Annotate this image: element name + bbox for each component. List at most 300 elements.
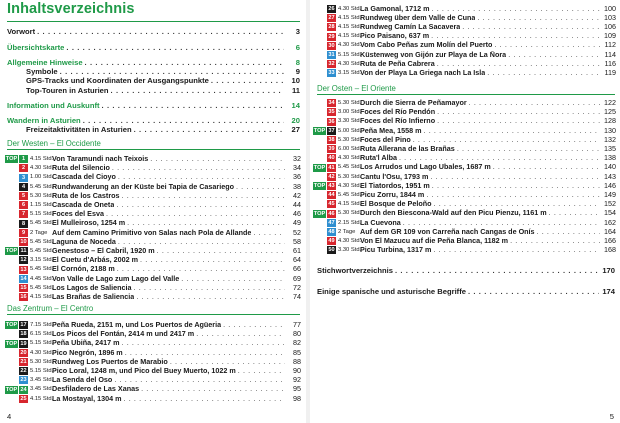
tour-row (5, 367, 301, 376)
page-number-left: 4 (7, 412, 12, 421)
tour-page: 44 (293, 200, 301, 209)
tour-duration: 4.15 Std. (338, 33, 362, 40)
tour-number: 46 (328, 210, 335, 217)
tour-row (313, 219, 616, 228)
tour-page: 149 (604, 190, 616, 199)
tour-number: 2 (19, 164, 28, 172)
tour-number: 42 (328, 173, 335, 180)
tour-page: 52 (293, 227, 301, 237)
tour-row (313, 182, 616, 191)
tour-page: 132 (604, 134, 616, 144)
tour-duration: 3.30 Std. (338, 118, 362, 125)
leader-dots (117, 265, 285, 274)
tour-name: Küstenweg von Gijón zur Playa de La Ñora (360, 50, 507, 59)
tour-name: Von Taramundi nach Teixois (52, 155, 149, 163)
leader-dots (116, 201, 285, 210)
tour-row (5, 275, 301, 284)
tour-duration: 2 Tage (30, 229, 48, 236)
section-rule-west (7, 149, 300, 150)
leader-dots (141, 385, 285, 394)
tour-page: 100 (604, 4, 616, 13)
tour-page: 125 (604, 107, 616, 117)
tour-number: 15 (20, 285, 27, 292)
leader-dots (457, 145, 600, 154)
tour-duration: 5.45 Std. (30, 284, 54, 291)
tour-name: El Cornón, 2188 m (52, 265, 115, 274)
tour-name: Vom Cabo Peñas zum Molín del Puerto (360, 41, 493, 50)
tour-name: Laguna de Noceda (52, 237, 116, 246)
tour-number: 18 (20, 331, 27, 338)
tour-row (313, 246, 616, 255)
tour-page: 112 (604, 40, 616, 50)
tour-page: 64 (293, 255, 301, 265)
tour-number: 28 (328, 24, 335, 31)
tour-number: 14 (20, 275, 27, 282)
tour-row (313, 23, 616, 32)
toc-entry-label: Übersichtskarte (7, 43, 65, 53)
tour-page: 143 (604, 171, 616, 181)
tour-name: Desfiladero de Las Xanas (52, 385, 140, 394)
tour-name: Foces del Esva (52, 210, 104, 219)
tour-name: Los Picos del Fontán, 2414 m und 2417 m (52, 330, 195, 339)
tour-duration: 1.15 Std. (30, 202, 54, 208)
tour-duration: 6.00 Std. (338, 146, 362, 152)
leader-dots (395, 266, 599, 275)
tour-number: 35 (328, 109, 335, 116)
leader-dots (413, 136, 600, 145)
tour-duration: 3.45 Std. (30, 377, 54, 384)
tour-page: 36 (293, 172, 301, 182)
tour-number: 1 (19, 155, 28, 163)
tour-row (313, 209, 616, 218)
tour-duration: 4.15 Std. (338, 24, 362, 31)
tour-number: 13 (20, 266, 27, 273)
tour-page: 154 (604, 208, 616, 218)
tour-page: 49 (293, 218, 301, 228)
leader-dots (134, 284, 286, 293)
leader-dots (469, 99, 600, 108)
tour-name: Rundweg Camín La Sacavera (360, 23, 461, 32)
tour-name: Rundwanderung an der Küste bei Tapia de Casariego (52, 182, 234, 191)
tour-number: 5 (19, 192, 28, 200)
top-tour-badge: TOP (5, 248, 18, 255)
tour-duration: 4.30 Std. (338, 42, 362, 49)
tour-page: 74 (293, 292, 301, 301)
section-rule-east (317, 94, 615, 95)
tour-duration: 7.15 Std. (30, 322, 54, 328)
tour-duration: 5.45 Std. (338, 192, 362, 198)
tour-row (5, 330, 301, 339)
toc-entry (26, 76, 300, 85)
leader-dots (510, 237, 600, 246)
tour-name: Auf dem GR 109 von Carreña nach Cangas de Onís (360, 227, 535, 236)
tour-row (5, 210, 301, 219)
tour-name: Los Arrudos und Lago Ubales, 1687 m (360, 163, 491, 172)
tour-duration: 4.30 Std. (30, 165, 54, 172)
toc-entry-page: 9 (295, 67, 300, 77)
tour-duration: 5.30 Std. (338, 210, 362, 217)
toc-entry-page: 174 (602, 287, 615, 296)
tour-number: 48 (328, 229, 335, 236)
toc-entry-page: 27 (291, 124, 300, 134)
tour-number: 19 (20, 340, 27, 347)
top-tour-badge: TOP (5, 340, 18, 347)
tour-row (313, 108, 616, 117)
tour-duration: 5.30 Std. (338, 100, 362, 106)
tour-name: Rundweg über dem Valle de Cuna (360, 14, 476, 23)
tour-duration: 5.15 Std. (30, 368, 54, 374)
leader-dots (494, 41, 600, 50)
tour-page: 146 (604, 180, 616, 190)
leader-dots (399, 154, 600, 163)
tour-name: Von Valle de Lago zum Lago del Valle (52, 274, 180, 283)
tour-duration: 4.45 Std. (30, 275, 54, 282)
leader-dots (403, 219, 600, 228)
toc-entry-label: Vorwort (7, 27, 36, 36)
tour-page: 162 (604, 217, 616, 227)
tour-duration: 4.30 Std. (338, 238, 362, 244)
tour-name: Von El Mazucu auf die Peña Blanca, 1182 m (360, 237, 509, 245)
tour-duration: 4.15 Std. (30, 294, 54, 300)
tour-page: 103 (604, 13, 616, 23)
toc-entry (26, 67, 300, 76)
tour-duration: 5.30 Std. (30, 358, 54, 365)
leader-dots (537, 228, 600, 237)
tour-duration: 5.45 Std. (30, 183, 54, 190)
tour-number: 39 (328, 146, 335, 153)
tour-page: 114 (604, 49, 616, 59)
tour-number: 4 (19, 183, 28, 191)
leader-dots (434, 200, 601, 209)
toc-entry (7, 116, 300, 125)
tour-row (5, 321, 301, 330)
leader-dots (134, 125, 284, 134)
tour-number: 31 (328, 51, 335, 58)
leader-dots (102, 101, 284, 110)
tour-name: Picu Turbina, 1317 m (360, 246, 432, 255)
toc-entry (7, 58, 300, 67)
top-tour-badge: TOP (5, 156, 18, 163)
top-tour-badge: TOP (313, 164, 326, 171)
leader-dots (437, 60, 600, 69)
toc-entry-page: 20 (291, 115, 300, 125)
tour-page: 135 (604, 144, 616, 153)
leader-dots (122, 339, 285, 348)
tour-number: 30 (328, 42, 335, 49)
tour-duration: 5.45 Std. (338, 164, 362, 171)
tour-page: 46 (293, 209, 301, 219)
tour-row (5, 155, 301, 164)
leader-dots (118, 173, 285, 182)
toc-entry (317, 266, 615, 275)
leader-dots (236, 183, 285, 192)
tour-duration: 5.45 Std. (30, 238, 54, 245)
tour-duration: 2 Tage (338, 228, 356, 235)
leader-dots (83, 116, 284, 125)
tour-number: 44 (328, 192, 335, 199)
tour-number: 6 (19, 201, 28, 209)
tour-name: Rundweg Los Puertos de Marabio (52, 357, 168, 366)
tour-duration: 5.15 Std. (30, 340, 54, 347)
section-heading-east: Der Osten – El Oriente (317, 84, 396, 93)
leader-dots (181, 275, 285, 284)
tour-name: Pico Loral, 1248 m, und Pico del Buey Muerto, 1022 m (52, 367, 236, 375)
title-rule (7, 21, 300, 22)
tour-page: 58 (293, 236, 301, 246)
tour-number: 43 (328, 183, 335, 190)
leader-dots (493, 163, 600, 172)
tour-row (313, 127, 616, 136)
toc-entry-label: Symbole (26, 67, 58, 77)
tour-row (313, 136, 616, 145)
tour-row (313, 51, 616, 60)
tour-page: 92 (293, 375, 301, 385)
tour-duration: 4.30 Std. (338, 6, 362, 12)
section-heading-centre: Das Zentrum – El Centro (7, 304, 94, 313)
tour-row (313, 69, 616, 78)
tour-number: 41 (328, 164, 335, 171)
tour-duration: 4.30 Std. (338, 155, 362, 162)
leader-dots (477, 14, 600, 23)
tour-page: 38 (293, 181, 301, 191)
tour-name: Ruta de los Castros (52, 191, 120, 200)
tour-row (5, 376, 301, 385)
right-page (310, 0, 620, 423)
leader-dots (125, 349, 285, 358)
tour-number: 33 (328, 69, 335, 76)
tour-number: 34 (328, 100, 335, 107)
tour-row (5, 219, 301, 228)
tour-duration: 4.15 Std. (338, 201, 362, 208)
tour-number: 21 (20, 359, 27, 366)
tour-page: 168 (604, 245, 616, 255)
leader-dots (111, 86, 284, 95)
tour-name: Von der Playa La Griega nach La Isla (360, 68, 486, 77)
tour-number: 27 (328, 15, 335, 22)
tour-row (5, 201, 301, 210)
leader-dots (468, 287, 599, 296)
tour-name: El Mulleiroso, 1254 m (52, 219, 126, 228)
leader-dots (127, 219, 285, 228)
tour-row (5, 256, 301, 265)
tour-page: 90 (293, 366, 301, 375)
tour-name: Pico Paisano, 637 m (360, 32, 430, 41)
tour-row (5, 339, 301, 348)
toc-entry-label: GPS-Tracks und Koordinaten der Ausgangspunkte (26, 76, 209, 86)
leader-dots (424, 127, 600, 136)
tour-number: 49 (328, 238, 335, 245)
tour-name: La Cuevona (360, 218, 401, 227)
tour-number: 9 (19, 229, 28, 237)
tour-number: 40 (328, 155, 335, 162)
leader-dots (118, 238, 285, 247)
tour-row (313, 117, 616, 126)
tour-row (313, 191, 616, 200)
tour-number: 37 (328, 127, 335, 134)
tour-name: Pico Negrón, 1896 m (52, 348, 123, 357)
tour-page: 164 (604, 226, 616, 236)
tour-row (313, 237, 616, 246)
tour-number: 20 (20, 349, 27, 356)
tour-duration: 4.30 Std. (338, 60, 362, 67)
tour-duration: 5.00 Std. (338, 127, 362, 134)
tour-duration: 4.15 Std. (338, 15, 362, 22)
tour-row (313, 14, 616, 23)
top-tour-badge: TOP (5, 386, 18, 393)
tour-row (313, 145, 616, 154)
tour-number: 36 (328, 118, 335, 125)
tour-name: La Gamonal, 1712 m (360, 5, 430, 13)
tour-number: 22 (20, 368, 27, 375)
tour-number: 11 (20, 248, 27, 255)
tour-name: Peña Rueda, 2151 m, und Los Puertos de Agüeria (52, 321, 222, 329)
tour-row (5, 247, 301, 256)
tour-name: La Mostayal, 1304 m (52, 394, 122, 403)
tour-name: Foces del Pino (360, 135, 411, 144)
tour-page: 77 (293, 320, 301, 329)
leader-dots (114, 376, 285, 385)
tour-duration: 3.00 Std. (338, 109, 362, 116)
leader-dots (426, 191, 600, 200)
tour-row (5, 385, 301, 394)
tour-number: 45 (328, 201, 335, 208)
leader-dots (433, 246, 600, 255)
tour-number: 23 (20, 377, 27, 384)
tour-name: El Bosque de Peloño (360, 200, 432, 209)
tour-duration: 3.45 Std. (30, 386, 54, 393)
tour-row (313, 154, 616, 163)
tour-duration: 3.15 Std. (30, 257, 54, 264)
leader-dots (432, 5, 600, 14)
tour-name: Ruta del Silencio (52, 164, 110, 173)
top-tour-badge: TOP (5, 322, 18, 329)
leader-dots (122, 192, 286, 201)
leader-dots (157, 247, 285, 256)
tour-row (5, 173, 301, 182)
toc-entry (7, 101, 300, 110)
tour-duration: 2.15 Std. (338, 219, 362, 226)
toc-entry-page: 11 (291, 85, 300, 95)
tour-page: 61 (293, 246, 301, 255)
tour-page: 72 (293, 282, 301, 292)
tour-row (313, 60, 616, 69)
tour-page: 66 (293, 264, 301, 274)
tour-duration: 3.15 Std. (338, 69, 362, 76)
toc-entry-label: Stichwortverzeichnis (317, 266, 393, 275)
leader-dots (150, 155, 285, 164)
tour-number: 47 (328, 219, 335, 226)
leader-dots (136, 293, 285, 302)
leader-dots (431, 32, 600, 41)
tour-row (5, 284, 301, 293)
tour-row (313, 41, 616, 50)
tour-row (313, 5, 616, 14)
tour-number: 25 (20, 395, 27, 402)
tour-duration: 3.30 Std. (338, 247, 362, 254)
tour-row (313, 163, 616, 172)
tour-duration: 6.15 Std. (30, 331, 54, 338)
tour-row (5, 192, 301, 201)
tour-page: 69 (293, 273, 301, 283)
tour-page: 32 (293, 154, 301, 163)
top-tour-badge: TOP (313, 210, 326, 217)
tour-page: 34 (293, 163, 301, 173)
tour-number: 16 (20, 294, 27, 301)
tour-name: Cascada del Cioyo (52, 173, 116, 182)
tour-page: 119 (604, 67, 616, 77)
tour-number: 12 (20, 257, 27, 264)
tour-name: Cascada de Oneta (52, 201, 115, 209)
leader-dots (223, 321, 285, 330)
leader-dots (106, 210, 285, 219)
leader-dots (508, 51, 600, 60)
tour-row (5, 265, 301, 274)
toc-entry-label: Einige spanische und asturische Begriffe (317, 287, 466, 296)
tour-name: Las Brañas de Saliencia (52, 293, 135, 301)
tour-row (313, 173, 616, 182)
top-tour-badge: TOP (313, 183, 326, 190)
tour-name: Los Lagos de Saliencia (52, 283, 132, 292)
tour-duration: 4.30 Std. (30, 349, 54, 356)
toc-entry (7, 27, 300, 36)
section-heading-west: Der Westen – El Occidente (7, 139, 101, 148)
leader-dots (432, 182, 600, 191)
tour-page: 88 (293, 356, 301, 366)
tour-number: 26 (328, 6, 335, 13)
leader-dots (211, 76, 284, 85)
toc-entry (317, 287, 615, 296)
tour-name: Genestoso – El Cabril, 1920 m (52, 247, 155, 255)
tour-page: 122 (604, 98, 616, 107)
tour-page: 98 (293, 393, 301, 403)
tour-number: 7 (19, 210, 28, 218)
tour-name: Foces del Río Pendón (360, 108, 436, 117)
tour-duration: 5.45 Std. (30, 220, 54, 227)
leader-dots (462, 23, 600, 32)
tour-duration: 5.15 Std. (30, 211, 54, 218)
tour-name: El Cuetu d'Arbás, 2002 m (52, 256, 138, 265)
toc-entry (7, 43, 300, 52)
tour-name: Peña Mea, 1558 m (360, 126, 422, 135)
toc-entry-page: 14 (291, 100, 300, 110)
tour-number: 17 (20, 322, 27, 329)
tour-duration: 1.00 Std. (30, 174, 54, 181)
leader-dots (238, 367, 285, 376)
tour-row (313, 32, 616, 41)
toc-entry-label: Information und Auskunft (7, 100, 100, 110)
tour-page: 95 (293, 384, 301, 394)
toc-entry-page: 170 (602, 266, 615, 275)
tour-name: Auf dem Camino Primitivo von Salas nach Pola de Allande (52, 228, 252, 237)
tour-duration: 4.30 Std. (338, 182, 362, 189)
tour-row (313, 200, 616, 209)
tour-row (5, 183, 301, 192)
tour-name: El Tiatordos, 1951 m (360, 181, 430, 190)
tour-name: Ruta Allerana de las Brañas (360, 145, 455, 153)
tour-name: Durch den Biescona-Wald auf den Picu Pienzu, 1161 m (360, 209, 547, 218)
leader-dots (549, 209, 600, 218)
tour-name: Picu Zorru, 1844 m (360, 191, 425, 199)
leader-dots (437, 117, 600, 126)
tour-page: 42 (293, 190, 301, 200)
tour-duration: 4.15 Std. (30, 395, 54, 402)
page-title: Inhaltsverzeichnis (7, 1, 135, 17)
tour-name: La Senda del Oso (52, 376, 113, 385)
tour-number: 29 (328, 33, 335, 40)
tour-page: 116 (604, 58, 616, 68)
tour-page: 130 (604, 125, 616, 135)
tour-page: 109 (604, 31, 616, 41)
